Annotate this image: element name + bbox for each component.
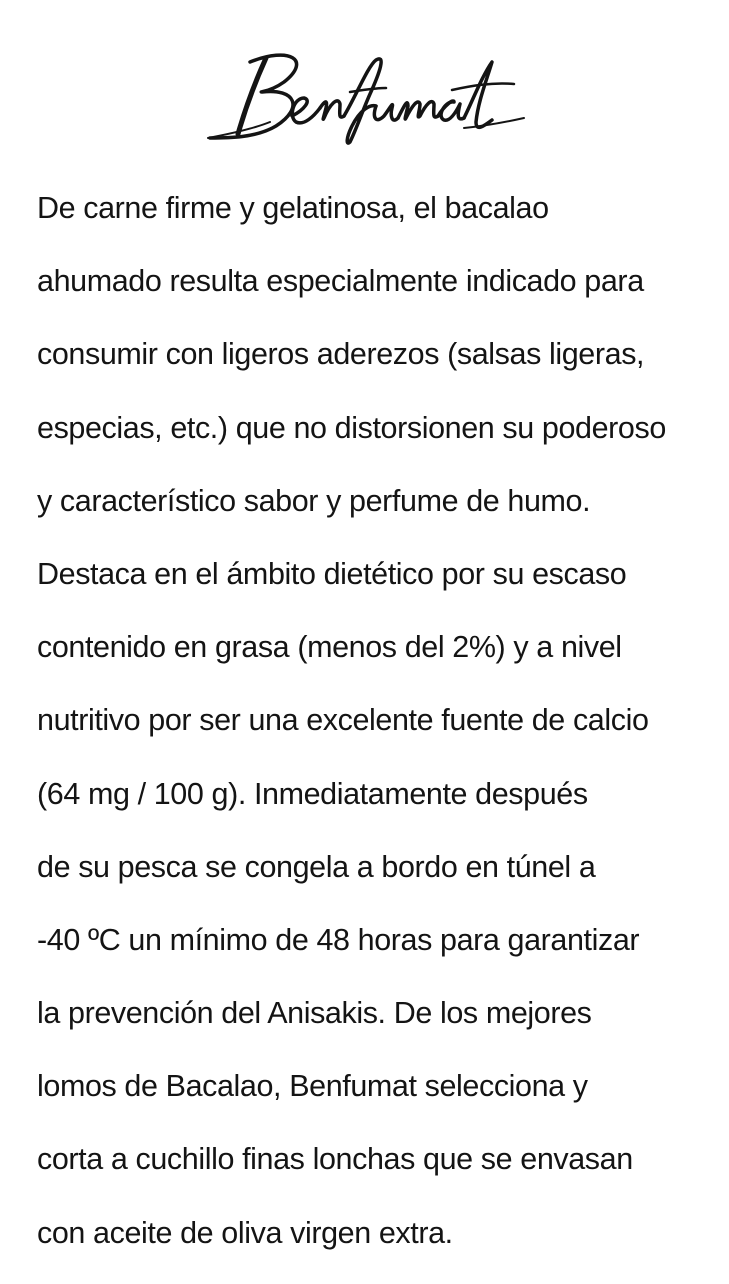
- description-line: consumir con ligeros aderezos (salsas ligeras,: [37, 337, 645, 372]
- description-line: corta a cuchillo finas lonchas que se envasan: [37, 1142, 633, 1177]
- product-description: [37, 186, 717, 1284]
- description-line: lomos de Bacalao, Benfumat selecciona y: [37, 1069, 588, 1104]
- benfumat-signature-icon: [200, 46, 530, 146]
- description-line: contenido en grasa (menos del 2%) y a nivel: [37, 630, 622, 665]
- benfumat-logo: [200, 46, 530, 146]
- description-line: la prevención del Anisakis. De los mejores: [37, 996, 592, 1031]
- description-line: y característico sabor y perfume de humo.: [37, 483, 591, 518]
- description-line: De carne firme y gelatinosa, el bacalao: [37, 191, 549, 225]
- description-line: especias, etc.) que no distorsionen su poderoso: [37, 410, 666, 445]
- description-line: Destaca en el ámbito dietético por su escaso: [37, 556, 627, 591]
- description-line: nutritivo por ser una excelente fuente de calcio: [37, 703, 649, 738]
- description-line: ahumado resulta especialmente indicado para: [37, 264, 644, 299]
- description-line: de su pesca se congela a bordo en túnel a: [37, 849, 596, 884]
- description-line: -40 ºC un mínimo de 48 horas para garantizar: [37, 922, 640, 957]
- description-line: con aceite de oliva virgen extra.: [37, 1215, 453, 1250]
- description-line: (64 mg / 100 g). Inmediatamente después: [37, 776, 588, 811]
